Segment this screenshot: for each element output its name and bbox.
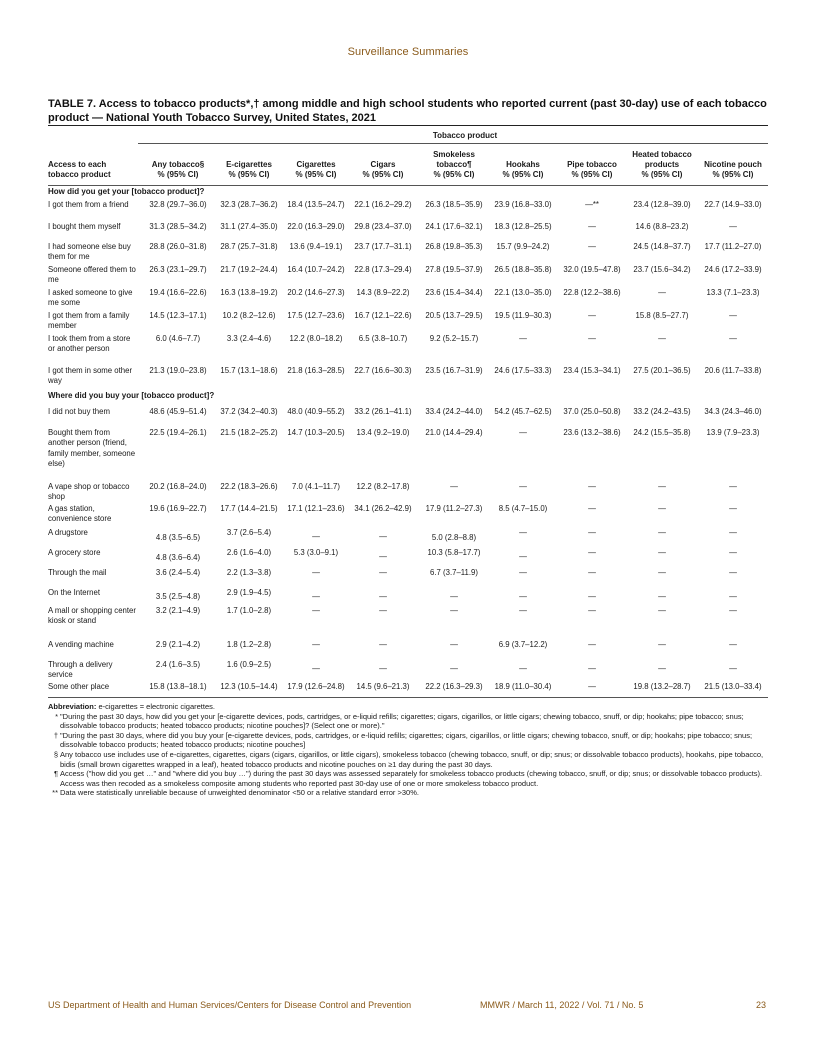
table-cell: 24.5 (14.8–37.7): [633, 242, 691, 251]
table-cell: 21.5 (18.2–25.2): [220, 428, 278, 437]
footnote-text: Any tobacco use includes use of e-cigarettes, cigarettes, cigars (cigars, cigarillos, or little cigars), smokeless tobacco (chewing tobacco, snuff, or dip; snus; or dissolvable tobacco products), hookahs, pipe tobacco, bidis (small brown cigarettes wrapped in a leaf), heated tobacco products and nicotine pouches on ≥1 day during the past 30 days.: [60, 749, 764, 769]
table-cell: 17.5 (12.7–23.6): [287, 311, 345, 320]
table-cell: —: [658, 548, 666, 557]
table-cell: —: [729, 548, 737, 557]
footer-page-number: 23: [756, 1000, 767, 1010]
table-cell: 31.1 (27.4–35.0): [220, 222, 278, 231]
table-cell: 28.8 (26.0–31.8): [149, 242, 207, 251]
footnote: [48, 788, 770, 798]
table-row: [48, 222, 768, 232]
table-cell: 14.5 (9.6–21.3): [356, 682, 410, 691]
row-label: A gas station, convenience store: [48, 504, 112, 524]
column-header: Nicotine pouch % (95% CI): [704, 160, 762, 179]
table-cell: 17.7 (11.2–27.0): [704, 242, 762, 251]
table-cell: 24.2 (15.5–35.8): [633, 428, 691, 437]
table-cell: 14.5 (12.3–17.1): [149, 311, 207, 320]
table-cell: —: [379, 552, 387, 561]
table-cell: —: [312, 664, 320, 673]
spanner-rule: [138, 143, 768, 144]
table-cell: —: [729, 334, 737, 343]
table-cell: 22.8 (17.3–29.4): [354, 265, 412, 274]
table-cell: 13.9 (7.9–23.3): [706, 428, 760, 437]
table-cell: —: [450, 606, 458, 615]
table-cell: 16.7 (12.1–22.6): [354, 311, 412, 320]
table-cell: 26.3 (18.5–35.9): [425, 200, 483, 209]
table-cell: 54.2 (45.7–62.5): [494, 407, 552, 416]
table-cell: —: [519, 664, 527, 673]
row-label: Bought them from another person (friend, family member, someone else): [48, 428, 136, 468]
table-cell: 7.0 (4.1–11.7): [292, 482, 340, 491]
table-cell: 34.1 (26.2–42.9): [354, 504, 412, 513]
table-cell: 23.4 (12.8–39.0): [633, 200, 691, 209]
table-cell: 20.2 (14.6–27.3): [287, 288, 345, 297]
row-label: Through the mail: [48, 568, 107, 577]
table-cell: 18.3 (12.8–25.5): [494, 222, 552, 231]
table-cell: 10.3 (5.8–17.7): [427, 548, 481, 557]
table-cell: 16.4 (10.7–24.2): [287, 265, 345, 274]
table-cell: 1.6 (0.9–2.5): [226, 660, 272, 669]
table-notes: [48, 702, 770, 798]
column-header: Cigarettes % (95% CI): [295, 160, 337, 179]
row-label: I had someone else buy them for me: [48, 242, 131, 262]
column-header: Any tobacco§ % (95% CI): [151, 160, 205, 179]
table-cell: 13.3 (7.1–23.3): [706, 288, 760, 297]
table-cell: 27.8 (19.5–37.9): [425, 265, 483, 274]
table-cell: —: [519, 606, 527, 615]
table-cell: —: [588, 664, 596, 673]
table-cell: —: [729, 640, 737, 649]
table-cell: 29.8 (23.4–37.0): [354, 222, 412, 231]
abbreviation-note: [48, 702, 770, 712]
running-head: Surveillance Summaries: [347, 46, 469, 58]
table-cell: 12.2 (8.2–17.8): [356, 482, 410, 491]
table-cell: —: [312, 592, 320, 601]
table-cell: —: [450, 664, 458, 673]
table-cell: —: [450, 640, 458, 649]
footnote-list: [48, 712, 770, 798]
table-cell: 6.9 (3.7–12.2): [498, 640, 548, 649]
table-cell: 23.6 (13.2–38.6): [563, 428, 621, 437]
table-cell: 13.4 (9.2–19.0): [356, 428, 410, 437]
table-cell: 22.1 (13.0–35.0): [494, 288, 552, 297]
table-row: [48, 528, 768, 542]
table-cell: 22.5 (19.4–26.1): [149, 428, 207, 437]
table-row: [48, 407, 768, 417]
table-cell: —: [379, 532, 387, 541]
table-cell: —**: [585, 200, 599, 209]
table-cell: 3.3 (2.4–4.6): [226, 334, 272, 343]
row-label: I did not buy them: [48, 407, 110, 416]
table-cell: 6.0 (4.6–7.7): [155, 334, 201, 343]
table-cell: 2.4 (1.6–3.5): [155, 660, 201, 669]
table-cell: 21.8 (16.3–28.5): [287, 366, 345, 375]
column-header: Smokeless tobacco¶ % (95% CI): [433, 150, 475, 179]
table-cell: 20.2 (16.8–24.0): [149, 482, 207, 491]
row-label: I asked someone to give me some: [48, 288, 133, 308]
table-row: [48, 504, 768, 524]
table-cell: —: [519, 528, 527, 537]
table-cell: 21.3 (19.0–23.8): [149, 366, 207, 375]
table-cell: 20.5 (13.7–29.5): [425, 311, 483, 320]
section-heading: Where did you buy your [tobacco product]?: [48, 391, 215, 400]
row-label: On the Internet: [48, 588, 101, 597]
table-cell: 24.6 (17.5–33.3): [494, 366, 552, 375]
table-cell: —: [379, 568, 387, 577]
abbreviation-text: e-cigarettes = electronic cigarettes.: [98, 702, 215, 711]
table-cell: —: [588, 242, 596, 251]
table-cell: —: [658, 640, 666, 649]
table-cell: 17.7 (14.4–21.5): [220, 504, 278, 513]
table-cell: 22.8 (12.2–38.6): [563, 288, 621, 297]
table-cell: 28.7 (25.7–31.8): [220, 242, 278, 251]
table-cell: —: [588, 592, 596, 601]
table-cell: 10.2 (8.2–12.6): [222, 311, 276, 320]
column-header: E-cigarettes % (95% CI): [226, 160, 272, 179]
footnote: [48, 769, 770, 788]
table-row: [48, 482, 768, 502]
table-cell: 1.7 (1.0–2.8): [226, 606, 272, 615]
table-cell: —: [729, 504, 737, 513]
footnote: [48, 712, 770, 731]
table-cell: —: [658, 528, 666, 537]
table-cell: 19.5 (11.9–30.3): [494, 311, 552, 320]
table-cell: 2.9 (2.1–4.2): [155, 640, 201, 649]
table-cell: —: [312, 532, 320, 541]
table-row: [48, 548, 768, 562]
footer-agency: US Department of Health and Human Services/Centers for Disease Control and Prevention: [48, 1000, 412, 1010]
table-cell: 3.2 (2.1–4.9): [155, 606, 201, 615]
row-label: A vape shop or tobacco shop: [48, 482, 130, 502]
table-cell: 4.8 (3.6–6.4): [155, 553, 201, 562]
table-row: [48, 606, 768, 626]
table-cell: 17.1 (12.1–23.6): [287, 504, 345, 513]
column-header: Pipe tobacco % (95% CI): [567, 160, 617, 179]
header-bottom-rule: [48, 185, 768, 186]
table-cell: 33.4 (24.2–44.0): [425, 407, 483, 416]
footnote-marker: §: [53, 749, 58, 759]
footnote-text: "During the past 30 days, where did you buy your [e-cigarette devices, pods, cartridges, or e-liquid refills; cigarettes; cigars, cigarillos, or little cigars; chewing tobacco, snuff, or dip; hookahs; pipe tobacco; snus; dissolvable tobacco products; heated tobacco products; nicotine pouches]: [60, 730, 753, 750]
table-cell: 15.8 (8.5–27.7): [635, 311, 689, 320]
table-cell: 27.5 (20.1–36.5): [633, 366, 691, 375]
table-top-rule: [48, 125, 768, 126]
table-cell: —: [588, 482, 596, 491]
table-cell: 4.8 (3.5–6.5): [155, 533, 201, 542]
table-cell: —: [588, 504, 596, 513]
section-heading: How did you get your [tobacco product]?: [48, 187, 205, 196]
table-cell: —: [658, 482, 666, 491]
table-row: [48, 428, 768, 468]
table-cell: —: [588, 606, 596, 615]
row-label: A mall or shopping center kiosk or stand: [48, 606, 136, 626]
table-row: [48, 366, 768, 386]
table-cell: 24.1 (17.6–32.1): [425, 222, 483, 231]
table-cell: —: [450, 482, 458, 491]
stub-header: Access to each tobacco product: [48, 160, 111, 179]
table-row: [48, 311, 768, 331]
column-header: Heated tobacco products % (95% CI): [632, 150, 692, 179]
table-cell: —: [588, 640, 596, 649]
table-cell: 8.5 (4.7–15.0): [498, 504, 548, 513]
table-cell: 19.6 (16.9–22.7): [149, 504, 207, 513]
row-label: Some other place: [48, 682, 110, 691]
table-cell: 26.5 (18.8–35.8): [494, 265, 552, 274]
row-label: I took them from a store or another person: [48, 334, 131, 354]
table-cell: 31.3 (28.5–34.2): [149, 222, 207, 231]
table-row: [48, 200, 768, 210]
table-cell: 26.3 (23.1–29.7): [149, 265, 207, 274]
table-cell: 5.3 (3.0–9.1): [293, 548, 339, 557]
table-cell: 23.7 (15.6–34.2): [633, 265, 691, 274]
table-cell: 17.9 (12.6–24.8): [287, 682, 345, 691]
table-cell: —: [729, 311, 737, 320]
table-cell: —: [729, 568, 737, 577]
table-cell: 33.2 (26.1–41.1): [354, 407, 412, 416]
table-row: [48, 265, 768, 285]
table-cell: —: [729, 592, 737, 601]
table-cell: 6.7 (3.7–11.9): [430, 568, 478, 577]
table-cell: 14.6 (8.8–23.2): [635, 222, 689, 231]
table-row: [48, 640, 768, 650]
table-cell: 2.6 (1.6–4.0): [226, 548, 272, 557]
table-cell: 12.2 (8.0–18.2): [289, 334, 343, 343]
row-label: I bought them myself: [48, 222, 121, 231]
table-cell: —: [658, 664, 666, 673]
table-cell: —: [519, 428, 527, 437]
table-cell: 5.0 (2.8–8.8): [431, 533, 477, 542]
table-cell: 33.2 (24.2–43.5): [633, 407, 691, 416]
row-label: A grocery store: [48, 548, 101, 557]
table-cell: 23.6 (15.4–34.4): [425, 288, 483, 297]
table-cell: —: [588, 682, 596, 691]
table-cell: 6.5 (3.8–10.7): [358, 334, 408, 343]
row-label: A vending machine: [48, 640, 114, 649]
table-cell: 20.6 (11.7–33.8): [704, 366, 762, 375]
table-cell: 19.8 (13.2–28.7): [633, 682, 691, 691]
table-cell: 22.7 (16.6–30.3): [354, 366, 412, 375]
table-cell: 22.1 (16.2–29.2): [354, 200, 412, 209]
footnote-text: Data were statistically unreliable because of unweighted denominator <50 or a relative standard error >30%.: [60, 788, 419, 798]
table-cell: —: [379, 640, 387, 649]
table-cell: —: [729, 222, 737, 231]
table-cell: —: [588, 528, 596, 537]
table-cell: 23.9 (16.8–33.0): [494, 200, 552, 209]
table-cell: 13.6 (9.4–19.1): [289, 242, 343, 251]
table-cell: 2.9 (1.9–4.5): [226, 588, 272, 597]
table-title: TABLE 7. Access to tobacco products*,† among middle and high school students who reported current (past 30-day) use of each tobacco product — National Youth Tobacco Survey, United States, 2021: [48, 98, 767, 124]
table-cell: 3.7 (2.6–5.4): [226, 528, 272, 537]
table-cell: 1.8 (1.2–2.8): [226, 640, 272, 649]
table-cell: 37.0 (25.0–50.8): [563, 407, 621, 416]
table-cell: —: [519, 552, 527, 561]
table-cell: 21.0 (14.4–29.4): [425, 428, 483, 437]
table-cell: 9.2 (5.2–15.7): [429, 334, 479, 343]
table-cell: —: [658, 288, 666, 297]
table-row: [48, 588, 768, 601]
table-cell: —: [588, 334, 596, 343]
table-cell: —: [729, 482, 737, 491]
column-header: Cigars % (95% CI): [362, 160, 404, 179]
table-cell: 19.4 (16.6–22.6): [149, 288, 207, 297]
table-cell: —: [450, 592, 458, 601]
footnote: [48, 750, 770, 769]
table-cell: —: [312, 568, 320, 577]
table-cell: —: [519, 482, 527, 491]
table-cell: 34.3 (24.3–46.0): [704, 407, 762, 416]
table-cell: —: [658, 592, 666, 601]
row-label: I got them from a family member: [48, 311, 130, 331]
table-cell: —: [658, 568, 666, 577]
table-cell: 24.6 (17.2–33.9): [704, 265, 762, 274]
table-cell: —: [312, 640, 320, 649]
abbreviation-label: Abbreviation:: [48, 702, 97, 711]
table-cell: —: [588, 222, 596, 231]
table-cell: —: [658, 606, 666, 615]
table-cell: 16.3 (13.8–19.2): [220, 288, 278, 297]
footnote-marker: ¶: [53, 769, 58, 779]
table-cell: 23.7 (17.7–31.1): [354, 242, 412, 251]
table-cell: —: [658, 504, 666, 513]
column-header: Hookahs % (95% CI): [502, 160, 544, 179]
table-cell: 12.3 (10.5–14.4): [220, 682, 278, 691]
table-row: [48, 660, 768, 680]
table-cell: 32.3 (28.7–36.2): [220, 200, 278, 209]
table-cell: 18.9 (11.0–30.4): [494, 682, 552, 691]
row-label: Through a delivery service: [48, 660, 113, 680]
row-label: I got them from a friend: [48, 200, 129, 209]
table-cell: —: [312, 606, 320, 615]
table-cell: 21.5 (13.0–33.4): [704, 682, 762, 691]
footer-citation: MMWR / March 11, 2022 / Vol. 71 / No. 5: [480, 1000, 644, 1010]
table-cell: 26.8 (19.8–35.3): [425, 242, 483, 251]
table-row: [48, 242, 768, 262]
table-cell: 15.7 (13.1–18.6): [220, 366, 278, 375]
table-cell: 23.4 (15.3–34.1): [563, 366, 621, 375]
table-cell: —: [519, 592, 527, 601]
footnote-text: "During the past 30 days, how did you get your [e-cigarette devices, pods, cartridges, or e-liquid refills; cigarettes; cigars, cigarillos, or little cigars; chewing tobacco, snuff, or dip; hookahs; pipe tobacco; snus; dissolvable tobacco products; heated tobacco products; nicotine pouches]? (Select one or more).": [60, 711, 744, 731]
footnote-marker: †: [53, 730, 58, 740]
table-cell: 14.3 (8.9–22.2): [356, 288, 410, 297]
table-cell: 21.7 (19.2–24.4): [220, 265, 278, 274]
table-cell: —: [519, 334, 527, 343]
row-label: I got them in some other way: [48, 366, 133, 386]
table-cell: —: [729, 528, 737, 537]
table-row: [48, 334, 768, 354]
footnote: [48, 731, 770, 750]
table-cell: —: [379, 606, 387, 615]
table-cell: 15.7 (9.9–24.2): [496, 242, 550, 251]
table-cell: 15.8 (13.8–18.1): [149, 682, 207, 691]
table-cell: 17.9 (11.2–27.3): [425, 504, 483, 513]
table-cell: 48.6 (45.9–51.4): [149, 407, 207, 416]
table-cell: 3.5 (2.5–4.8): [155, 592, 201, 601]
table-cell: 18.4 (13.5–24.7): [287, 200, 345, 209]
table-cell: —: [588, 311, 596, 320]
table-bottom-rule: [48, 697, 768, 698]
table-cell: 32.8 (29.7–36.0): [149, 200, 207, 209]
table-cell: 22.0 (16.3–29.0): [287, 222, 345, 231]
table-cell: —: [729, 664, 737, 673]
column-spanner: Tobacco product: [432, 131, 498, 140]
table-row: [48, 568, 768, 578]
table-row: [48, 682, 768, 692]
table-cell: 32.0 (19.5–47.8): [563, 265, 621, 274]
table-cell: 2.2 (1.3–3.8): [226, 568, 272, 577]
footnote-text: Access ("how did you get …" and "where did you buy …") during the past 30 days was assessed separately for smokeless tobacco products (chewing tobacco, snuff, or dip; snus; or dissolvable tobacco products). Access was then recoded as a smokeless composite among students who reported past 30-day use of one or more smokeless tobacco product.: [60, 769, 763, 788]
table-cell: —: [588, 548, 596, 557]
footnote-marker: *: [55, 711, 58, 721]
row-label: Someone offered them to me: [48, 265, 136, 285]
table-cell: 3.6 (2.4–5.4): [155, 568, 201, 577]
row-label: A drugstore: [48, 528, 88, 537]
table-cell: 22.2 (18.3–26.6): [220, 482, 278, 491]
table-cell: —: [658, 334, 666, 343]
table-cell: —: [379, 664, 387, 673]
table-cell: 37.2 (34.2–40.3): [220, 407, 278, 416]
table-row: [48, 288, 768, 308]
table-cell: —: [379, 592, 387, 601]
table-cell: 48.0 (40.9–55.2): [287, 407, 345, 416]
table-cell: 14.7 (10.3–20.5): [287, 428, 345, 437]
table-cell: —: [729, 606, 737, 615]
table-cell: —: [588, 568, 596, 577]
table-cell: —: [519, 568, 527, 577]
footnote-marker: **: [52, 788, 58, 798]
table-cell: 23.5 (16.7–31.9): [425, 366, 483, 375]
table-cell: 22.2 (16.3–29.3): [425, 682, 483, 691]
table-cell: 22.7 (14.9–33.0): [704, 200, 762, 209]
